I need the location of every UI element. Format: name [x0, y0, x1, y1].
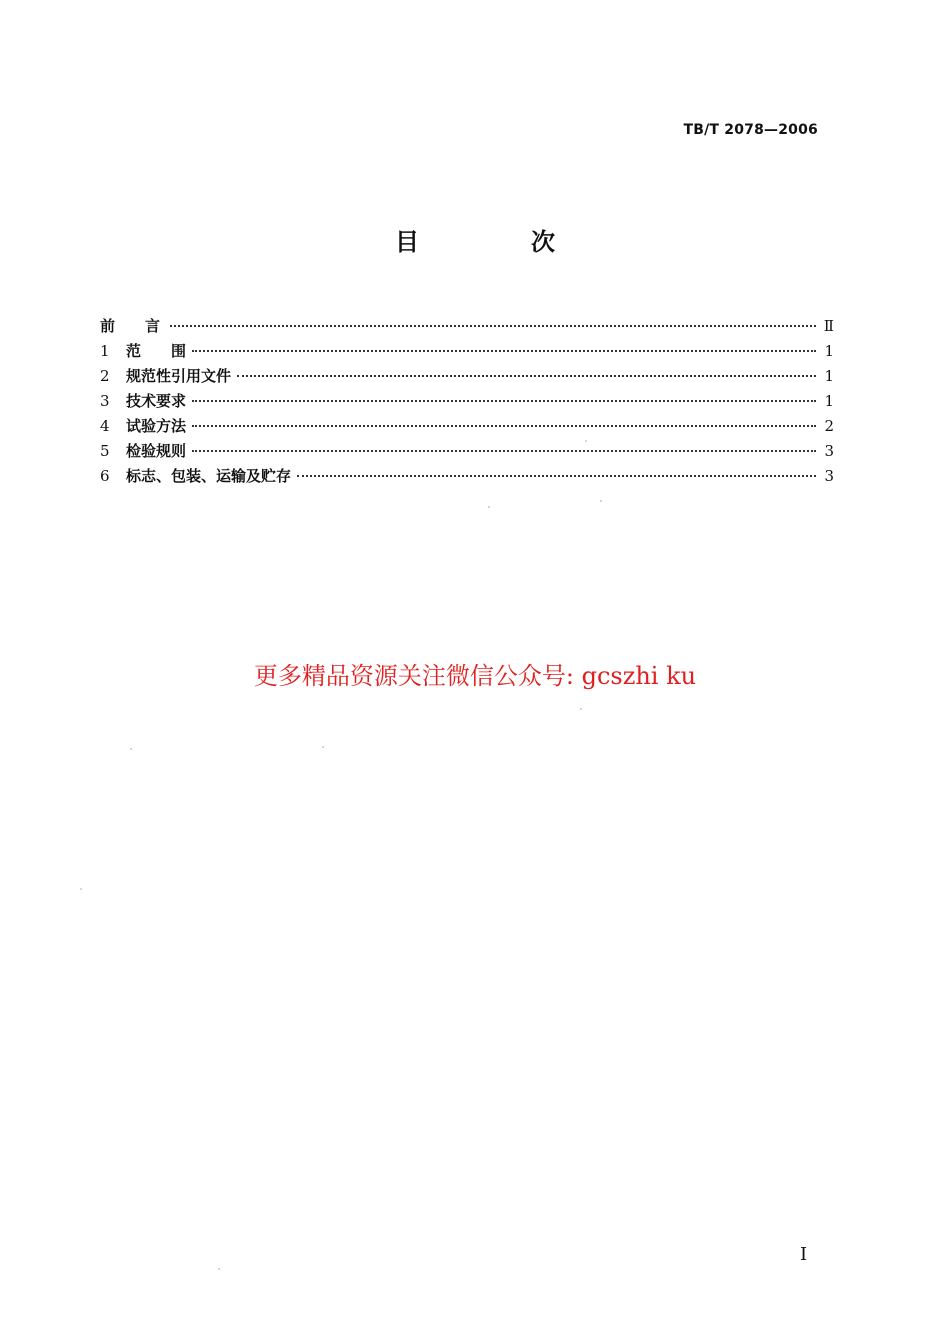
toc-entry[interactable] [100, 364, 834, 389]
toc-entry-page: 1 [824, 392, 834, 410]
toc-entry-number: 4 [100, 417, 110, 435]
scan-speck [580, 708, 582, 710]
toc-entry[interactable] [100, 414, 834, 439]
scan-speck [322, 746, 324, 748]
toc-entry-label: 检验规则 [126, 442, 187, 460]
toc-entry-page: 3 [824, 442, 834, 460]
scan-speck [585, 440, 587, 442]
toc-leader-dots [237, 374, 816, 377]
toc-entry-label: 规范性引用文件 [126, 367, 232, 385]
toc-entry-page: 2 [824, 417, 834, 435]
toc-entry-label: 范 围 [126, 342, 187, 360]
toc-entry-page: Ⅱ [823, 317, 834, 335]
toc-entry-label: 试验方法 [126, 417, 187, 435]
toc-entry[interactable] [100, 464, 834, 489]
scan-speck [488, 506, 490, 508]
toc-entry-label: 前 言 [100, 317, 161, 335]
table-of-contents [100, 314, 834, 489]
toc-leader-dots [192, 349, 816, 352]
toc-entry-label: 技术要求 [126, 392, 187, 410]
toc-entry-number: 1 [100, 342, 110, 360]
standard-code: TB/T 2078—2006 [683, 122, 818, 138]
scan-speck [130, 748, 132, 750]
toc-entry-label: 标志、包装、运输及贮存 [126, 467, 292, 485]
toc-entry[interactable] [100, 339, 834, 364]
toc-entry[interactable] [100, 439, 834, 464]
toc-entry-number: 3 [100, 392, 110, 410]
toc-entry-page: 1 [824, 342, 834, 360]
toc-entry-page: 1 [824, 367, 834, 385]
toc-entry-number: 2 [100, 367, 110, 385]
toc-leader-dots [170, 324, 816, 327]
toc-entry[interactable] [100, 389, 834, 414]
scan-speck [600, 500, 602, 502]
promo-watermark-text: 更多精品资源关注微信公众号: gcszhi ku [253, 662, 697, 690]
toc-leader-dots [192, 399, 816, 402]
toc-leader-dots [192, 424, 816, 427]
toc-entry-number: 5 [100, 442, 110, 460]
toc-entry[interactable] [100, 314, 834, 339]
scan-speck [218, 1268, 220, 1270]
toc-entry-number: 6 [100, 467, 110, 485]
toc-leader-dots [297, 474, 816, 477]
toc-leader-dots [192, 449, 816, 452]
scan-speck [80, 888, 82, 890]
toc-entry-page: 3 [824, 467, 834, 485]
page-number: I [800, 1244, 808, 1265]
toc-title: 目 次 [395, 228, 599, 256]
